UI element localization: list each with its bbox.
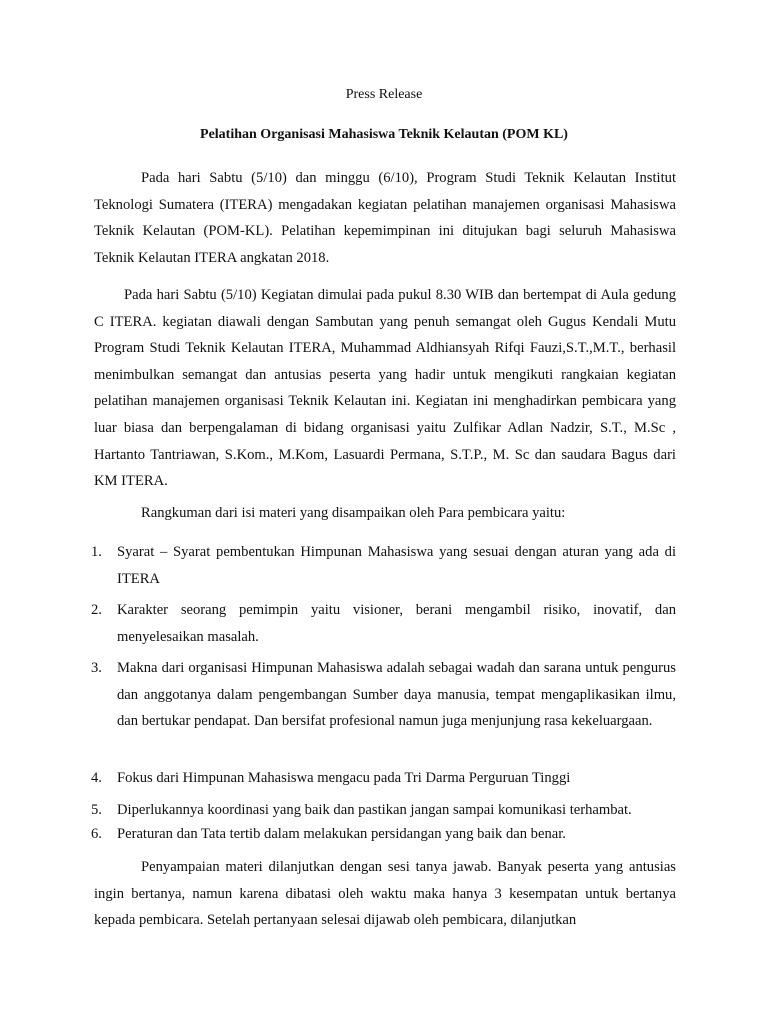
list-item (91, 539, 676, 592)
list-item (91, 797, 676, 824)
paragraph-intro: Pada hari Sabtu (5/10) dan minggu (6/10), Program Studi Teknik Kelautan Institut Teknologi Sumatera (ITERA) mengadakan kegiatan pelatihan manajemen organisasi Mahasiswa Teknik Kelautan (POM-KL). Pelatihan kepemimpinan ini ditujukan bagi seluruh Mahasiswa Teknik Kelautan ITERA angkatan 2018. (94, 170, 676, 266)
list-item (91, 655, 676, 735)
list-item-text: Syarat – Syarat pembentukan Himpunan Mahasiswa yang sesuai dengan aturan yang ada di ITERA (117, 544, 676, 587)
list-item-number: 3. (91, 660, 102, 676)
list-item-number: 2. (91, 602, 102, 618)
list-item (91, 597, 676, 650)
list-item (91, 765, 676, 792)
paragraph-summary-intro: Rangkuman dari isi materi yang disampaikan oleh Para pembicara yaitu: (141, 505, 566, 521)
list-item (91, 821, 676, 848)
list-item-text: Makna dari organisasi Himpunan Mahasiswa adalah sebagai wadah dan sarana untuk pengurus dan anggotanya dalam pengembangan Sumber daya manusia, tempat mengaplikasikan ilmu, dan bertukar pendapat. Dan bersifat profesional namun juga menjunjung rasa kekeluargaan. (117, 660, 676, 730)
document-title: Press Release (345, 87, 423, 102)
list-item-number: 1. (91, 544, 102, 560)
list-item-text: Peraturan dan Tata tertib dalam melakukan persidangan yang baik dan benar. (117, 826, 566, 842)
list-item-number: 6. (91, 826, 102, 842)
document-subtitle: Pelatihan Organisasi Mahasiswa Teknik Kelautan (POM KL) (200, 127, 568, 142)
paragraph-qa-session: Penyampaian materi dilanjutkan dengan sesi tanya jawab. Banyak peserta yang antusias ingin bertanya, namun karena dibatasi oleh waktu maka hanya 3 kesempatan untuk bertanya kepada pembicara. Setelah pertanyaan selesai dijawab oleh pembicara, dilanjutkan (94, 859, 676, 929)
paragraph-event-details: Pada hari Sabtu (5/10) Kegiatan dimulai pada pukul 8.30 WIB dan bertempat di Aula gedung C ITERA. kegiatan diawali dengan Sambutan yang penuh semangat oleh Gugus Kendali Mutu Program Studi Teknik Kelautan ITERA, Muhammad Aldhiansyah Rifqi Fauzi,S.T.,M.T., berhasil menimbulkan semangat dan antusias peserta yang hadir untuk mengikuti rangkaian kegiatan pelatihan manajemen organisasi Teknik Kelautan ini. Kegiatan ini menghadirkan pembicara yang luar biasa dan berpengalaman di bidang organisasi yaitu Zulfikar Adlan Nadzir, S.T., M.Sc , Hartanto Tantriawan, S.Kom., M.Kom, Lasuardi Permana, S.T.P., M. Sc dan saudara Bagus dari KM ITERA. (94, 287, 676, 490)
list-item-text: Fokus dari Himpunan Mahasiswa mengacu pada Tri Darma Perguruan Tinggi (117, 770, 571, 786)
list-item-text: Diperlukannya koordinasi yang baik dan pastikan jangan sampai komunikasi terhambat. (117, 802, 632, 818)
list-item-number: 5. (91, 802, 102, 818)
list-item-number: 4. (91, 770, 102, 786)
list-item-text: Karakter seorang pemimpin yaitu visioner, berani mengambil risiko, inovatif, dan menyelesaikan masalah. (117, 602, 676, 645)
